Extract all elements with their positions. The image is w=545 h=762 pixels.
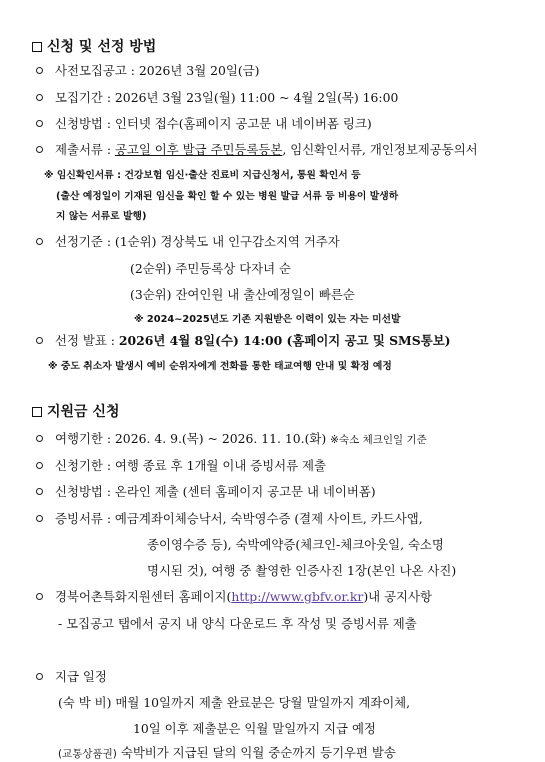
- checkbox-square-icon: [32, 42, 42, 52]
- note-pregnancy-docs-detail: 지 않는 서류로 발행): [56, 211, 147, 222]
- note-previous-support: ※ 2024~2025년도 기존 지원받은 이력이 있는 자는 미선발: [134, 314, 401, 325]
- criteria-rank-2: (2순위) 주민등록상 다자녀 순: [130, 261, 292, 276]
- list-item-deadline: 신청기한 : 여행 종료 후 1개월 이내 증빙서류 제출: [36, 458, 326, 474]
- list-item-proof: 증빙서류 : 예금계좌이체승낙서, 숙박영수증 (결제 사이트, 카드사앱,: [36, 511, 423, 527]
- note-cancellation: ※ 중도 취소자 발생시 예비 순위자에게 전화를 통한 태교여행 안내 및 확정 예정: [48, 361, 392, 372]
- section-title-subsidy: 지원금 신청: [32, 403, 120, 421]
- list-item-announcement: 선정 발표 : 2026년 4월 8일(수) 14:00 (홈페이지 공고 및 SMS통보): [36, 333, 451, 349]
- schedule-transport: (교통상품권) 숙박비가 지급된 달의 익월 중순까지 등기우편 발송: [58, 745, 396, 760]
- circle-bullet-icon: [36, 67, 43, 74]
- circle-bullet-icon: [36, 94, 43, 101]
- list-item-period: 여행기한 : 2026. 4. 9.(목) ~ 2026. 11. 10.(화) ※숙소 체크인일 기준: [36, 431, 427, 448]
- list-item-method: 신청방법 : 온라인 제출 (센터 홈페이지 공고문 내 네이버폼): [36, 484, 376, 500]
- note-pregnancy-docs-detail: (출산 예정일이 기재된 임신을 확인 할 수 있는 병원 발급 서류 등 비용이 발생하: [56, 191, 399, 202]
- center-notice-detail: - 모집공고 탭에서 공지 내 양식 다운로드 후 작성 및 증빙서류 제출: [58, 616, 417, 631]
- circle-bullet-icon: [36, 238, 43, 245]
- list-item-schedule: 지급 일정: [36, 669, 107, 685]
- list-item-criteria: 선정기준 : (1순위) 경상북도 내 인구감소지역 거주자: [36, 234, 340, 250]
- list-item: 신청방법 : 인터넷 접수(홈페이지 공고문 내 네이버폼 링크): [36, 116, 372, 132]
- list-item: 모집기간 : 2026년 3월 23일(월) 11:00 ~ 4월 2일(목) 16:00: [36, 90, 398, 106]
- schedule-lodging: (숙 박 비) 매월 10일까지 제출 완료분은 당월 말일까지 계좌이체,: [58, 695, 411, 710]
- section-title-apply: 신청 및 선정 방법: [32, 38, 156, 56]
- circle-bullet-icon: [36, 146, 43, 153]
- circle-bullet-icon: [36, 120, 43, 127]
- list-item-documents: 제출서류 : 공고일 이후 발급 주민등록등본, 임신확인서류, 개인정보제공동의서: [36, 142, 478, 158]
- list-item: 사전모집공고 : 2026년 3월 20일(금): [36, 63, 259, 79]
- circle-bullet-icon: [36, 515, 43, 522]
- circle-bullet-icon: [36, 593, 43, 600]
- circle-bullet-icon: [36, 488, 43, 495]
- center-homepage-link[interactable]: http://www.gbfv.or.kr: [231, 589, 364, 604]
- schedule-lodging-continued: 10일 이후 제출분은 익월 말일까지 지급 예정: [133, 721, 376, 736]
- note-pregnancy-docs: ※ 임신확인서류 : 건강보험 임신·출산 진료비 지급신청서, 통원 확인서 등: [44, 170, 361, 181]
- proof-continuation: 명시된 것), 여행 중 촬영한 인증사진 1장(본인 나온 사진): [147, 563, 457, 578]
- list-item-center-notice: 경북어촌특화지원센터 홈페이지(http://www.gbfv.or.kr)내 공지사항: [36, 589, 432, 605]
- circle-bullet-icon: [36, 462, 43, 469]
- circle-bullet-icon: [36, 337, 43, 344]
- circle-bullet-icon: [36, 673, 43, 680]
- criteria-rank-3: (3순위) 잔여인원 내 출산예정일이 빠른순: [130, 287, 355, 302]
- checkbox-square-icon: [32, 407, 42, 417]
- proof-continuation: 종이영수증 등), 숙박예약증(체크인-체크아웃일, 숙소명: [147, 537, 444, 552]
- circle-bullet-icon: [36, 435, 43, 442]
